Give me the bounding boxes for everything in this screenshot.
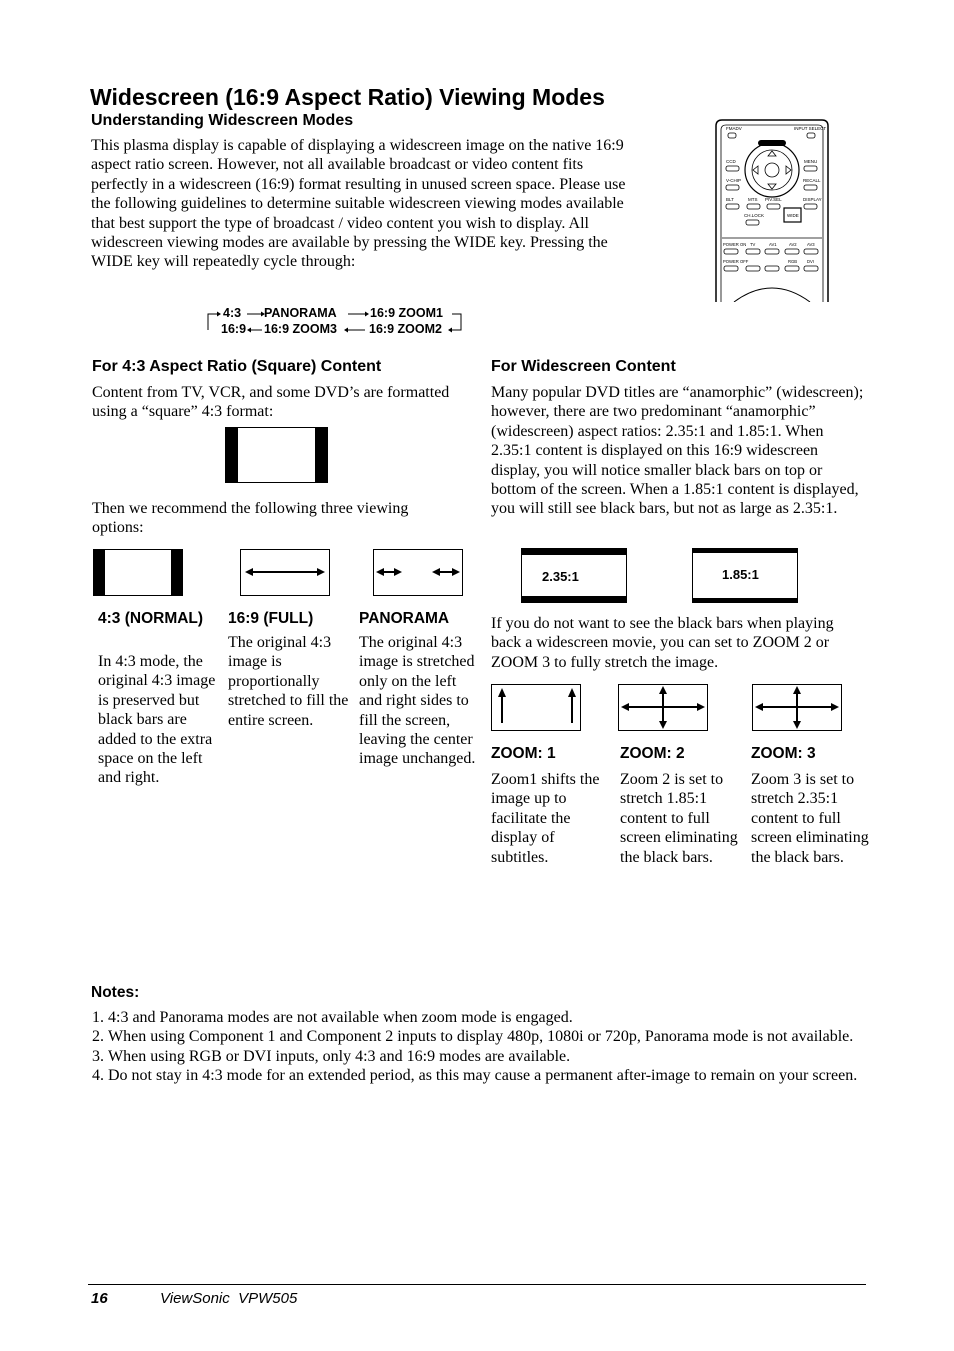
- letterbox-bar-bottom-185: [693, 598, 797, 602]
- mode-label-full: 16:9 (FULL): [228, 610, 314, 627]
- letterbox-bar-bottom-235: [522, 596, 626, 602]
- note-item: 3. When using RGB or DVI inputs, only 4:3 and 16:9 modes are available.: [108, 1047, 865, 1066]
- remote-label-fmadv: FMADV: [726, 126, 742, 131]
- zoom2-stretch-arrows-icon: [619, 685, 707, 730]
- remote-label-blt: BLT: [726, 197, 734, 202]
- remote-label-poweron: POWER ON: [723, 242, 747, 247]
- zoom3-diagram: [752, 684, 842, 731]
- page-number: 16: [91, 1290, 108, 1307]
- cycle-step-zoom3: 16:9 ZOOM3: [264, 322, 337, 336]
- zoom-label-2: ZOOM: 2: [620, 745, 685, 762]
- mode-desc-panorama: The original 4:3 image is stretched only on the left and right sides to fill the screen, leaving the center image unchanged.: [359, 634, 476, 768]
- zoom-label-1: ZOOM: 1: [491, 745, 556, 762]
- remote-label-av2: AV2: [789, 242, 797, 247]
- cycle-step-panorama: PANORAMA: [264, 306, 337, 320]
- left-text-2: Then we recommend the following three viewing options:: [92, 500, 409, 537]
- ratio-235-label: 2.35:1: [542, 569, 579, 584]
- remote-label-ccd: CCD: [726, 159, 736, 164]
- letterbox-bar-top-185: [693, 549, 797, 553]
- ratio-185-diagram: [692, 548, 798, 603]
- pillar-bar-left: [226, 428, 238, 482]
- panorama-stretch-arrows-icon: [374, 550, 462, 595]
- mode-desc-full: The original 4:3 image is proportionally stretched to fill the entire screen.: [228, 634, 349, 729]
- normal-mode-diagram: [93, 549, 183, 596]
- cycle-step-16-9: 16:9: [221, 322, 247, 336]
- zoom-desc-3: Zoom 3 is set to stretch 2.35:1 content to full screen eliminating the black bars.: [751, 771, 869, 866]
- remote-label-mts: MTS: [748, 197, 758, 202]
- note-item: 2. When using Component 1 and Component 2 inputs to display 480p, 1080i or 720p, Panorama mode is not available.: [108, 1027, 865, 1046]
- right-text-1: Many popular DVD titles are “anamorphic” (widescreen); however, there are two predominant “anamorphic” (widescreen) aspect ratios: 2.35:1 and 1.85:1. When 2.35:1 content is displayed on this 16:9 widescreen display, you will notice smaller black bars on top or bottom of the screen. When a 1.85:1 content is displayed, you will still see black bars, but not as large as 2.35:1.: [491, 384, 864, 518]
- mode-desc-normal: In 4:3 mode, the original 4:3 image is preserved but black bars are added to the extra space on the left and right.: [98, 653, 216, 787]
- remote-label-poweroff: POWER OFF: [723, 259, 749, 264]
- full-stretch-arrow-icon: [241, 550, 329, 595]
- normal-bar-left: [94, 550, 105, 595]
- pillar-bar-right: [315, 428, 327, 482]
- mode-label-normal: 4:3 (NORMAL): [98, 610, 204, 627]
- remote-control-illustration: [712, 118, 832, 302]
- notes-list: [90, 1008, 865, 1086]
- zoom3-stretch-arrows-icon: [753, 685, 841, 730]
- right-text-2: If you do not want to see the black bars when playing back a widescreen movie, you can set to ZOOM 2 or ZOOM 3 to fully stretch the image.: [491, 615, 834, 671]
- intro-paragraph: This plasma display is capable of displaying a widescreen image on the native 16:9 aspect ratio screen. However, not all available broadcast or video content fits perfectly in a widescreen (16:9) format resulting in unused screen space. Please use the following guidelines to determine suitable widescreen viewing modes available that best support the type of broadcast / video content you wish to display. All widescreen viewing modes are available by pressing the WIDE key. Pressing the WIDE key will repeatedly cycle through:: [91, 137, 626, 271]
- remote-label-wide: WIDE: [787, 213, 799, 218]
- remote-label-rgb: RGB: [788, 259, 798, 264]
- letterbox-bar-top-235: [522, 549, 626, 555]
- remote-label-input-select: INPUT SELECT: [794, 126, 827, 131]
- section-subtitle: Understanding Widescreen Modes: [91, 112, 354, 129]
- zoom-desc-2: Zoom 2 is set to stretch 1.85:1 content to full screen eliminating the black bars.: [620, 771, 738, 866]
- remote-label-pivsel: PIV.SEL: [765, 197, 782, 202]
- mode-label-panorama: PANORAMA: [359, 610, 450, 627]
- zoom1-diagram: [491, 684, 581, 731]
- remote-label-tv: TV: [750, 242, 756, 247]
- full-mode-diagram: [240, 549, 330, 596]
- square-content-diagram: [225, 427, 328, 483]
- note-item: 1. 4:3 and Panorama modes are not available when zoom mode is engaged.: [108, 1008, 865, 1027]
- section-heading-4-3: For 4:3 Aspect Ratio (Square) Content: [92, 358, 382, 375]
- footer-rule: [88, 1284, 866, 1285]
- notes-heading: Notes:: [91, 984, 140, 1001]
- cycle-step-4-3: 4:3: [223, 306, 242, 320]
- page-title: Widescreen (16:9 Aspect Ratio) Viewing Modes: [90, 84, 605, 110]
- cycle-step-zoom2: 16:9 ZOOM2: [369, 322, 442, 336]
- section-heading-widescreen: For Widescreen Content: [491, 358, 676, 375]
- left-text-1: Content from TV, VCR, and some DVD’s are formatted using a “square” 4:3 format:: [92, 384, 450, 421]
- remote-label-vchip: V-CHIP: [726, 178, 742, 183]
- remote-label-av1: AV1: [769, 242, 777, 247]
- note-item: 4. Do not stay in 4:3 mode for an extended period, as this may cause a permanent after-image to remain on your screen.: [108, 1066, 865, 1085]
- zoom-desc-1: Zoom1 shifts the image up to facilitate the display of subtitles.: [491, 771, 600, 866]
- ratio-235-diagram: [521, 548, 627, 603]
- remote-label-dvi: DVI: [807, 259, 814, 264]
- remote-label-display: DISPLAY: [803, 197, 822, 202]
- zoom-label-3: ZOOM: 3: [751, 745, 816, 762]
- remote-label-menu: MENU: [804, 159, 818, 164]
- remote-label-av3: AV3: [807, 242, 815, 247]
- wide-key-cycle-diagram: [205, 304, 467, 338]
- zoom2-diagram: [618, 684, 708, 731]
- ratio-185-label: 1.85:1: [722, 567, 759, 582]
- footer-product: ViewSonic VPW505: [160, 1290, 298, 1307]
- normal-bar-right: [171, 550, 182, 595]
- zoom1-shift-up-arrows-icon: [492, 685, 580, 730]
- remote-label-recall: RECALL: [803, 178, 821, 183]
- remote-label-chlock: CH.LOCK: [744, 213, 765, 218]
- panorama-mode-diagram: [373, 549, 463, 596]
- cycle-step-zoom1: 16:9 ZOOM1: [370, 306, 443, 320]
